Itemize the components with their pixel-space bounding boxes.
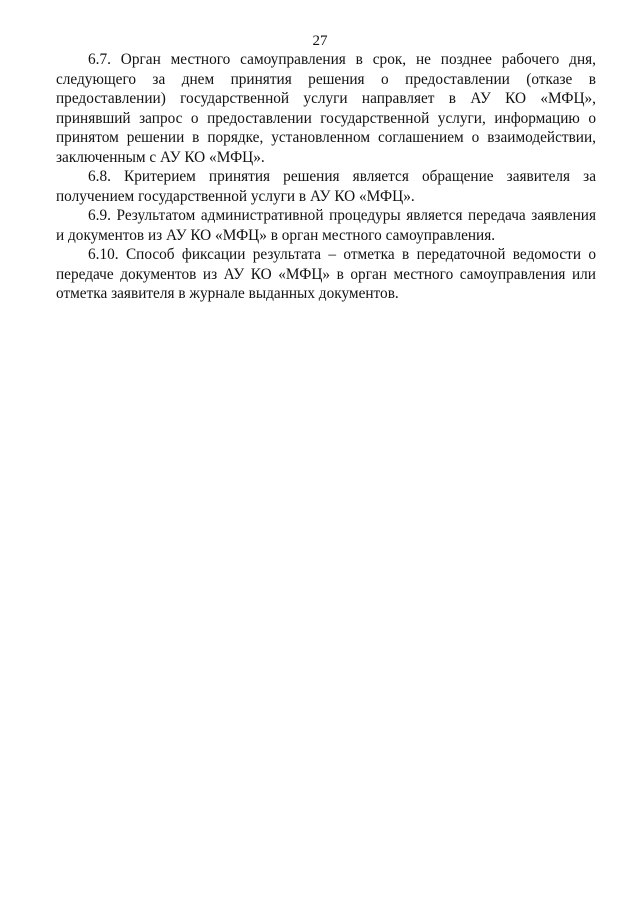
- page-number: 27: [312, 33, 328, 49]
- paragraph-6-8: 6.8. Критерием принятия решения является обращение заявителя за получением государственной услуги в АУ КО «МФЦ».: [56, 168, 596, 205]
- paragraph-6-10: 6.10. Способ фиксации результата – отметка в передаточной ведомости о передаче документов из АУ КО «МФЦ» в орган местного самоуправления или отметка заявителя в журнале выданных документов.: [56, 246, 596, 302]
- paragraph-6-9: 6.9. Результатом административной процедуры является передача заявления и документов из АУ КО «МФЦ» в орган местного самоуправления.: [56, 207, 596, 244]
- paragraph-6-7: 6.7. Орган местного самоуправления в срок, не позднее рабочего дня, следующего за днем принятия решения о предоставлении (отказе в предоставлении) государственной услуги направляет в АУ КО «МФЦ», принявший запрос о предоставлении государственной услуги, информацию о принятом решении в порядке, установленном соглашением о взаимодействии, заключенным с АУ КО «МФЦ».: [56, 51, 596, 166]
- document-body: [56, 50, 596, 304]
